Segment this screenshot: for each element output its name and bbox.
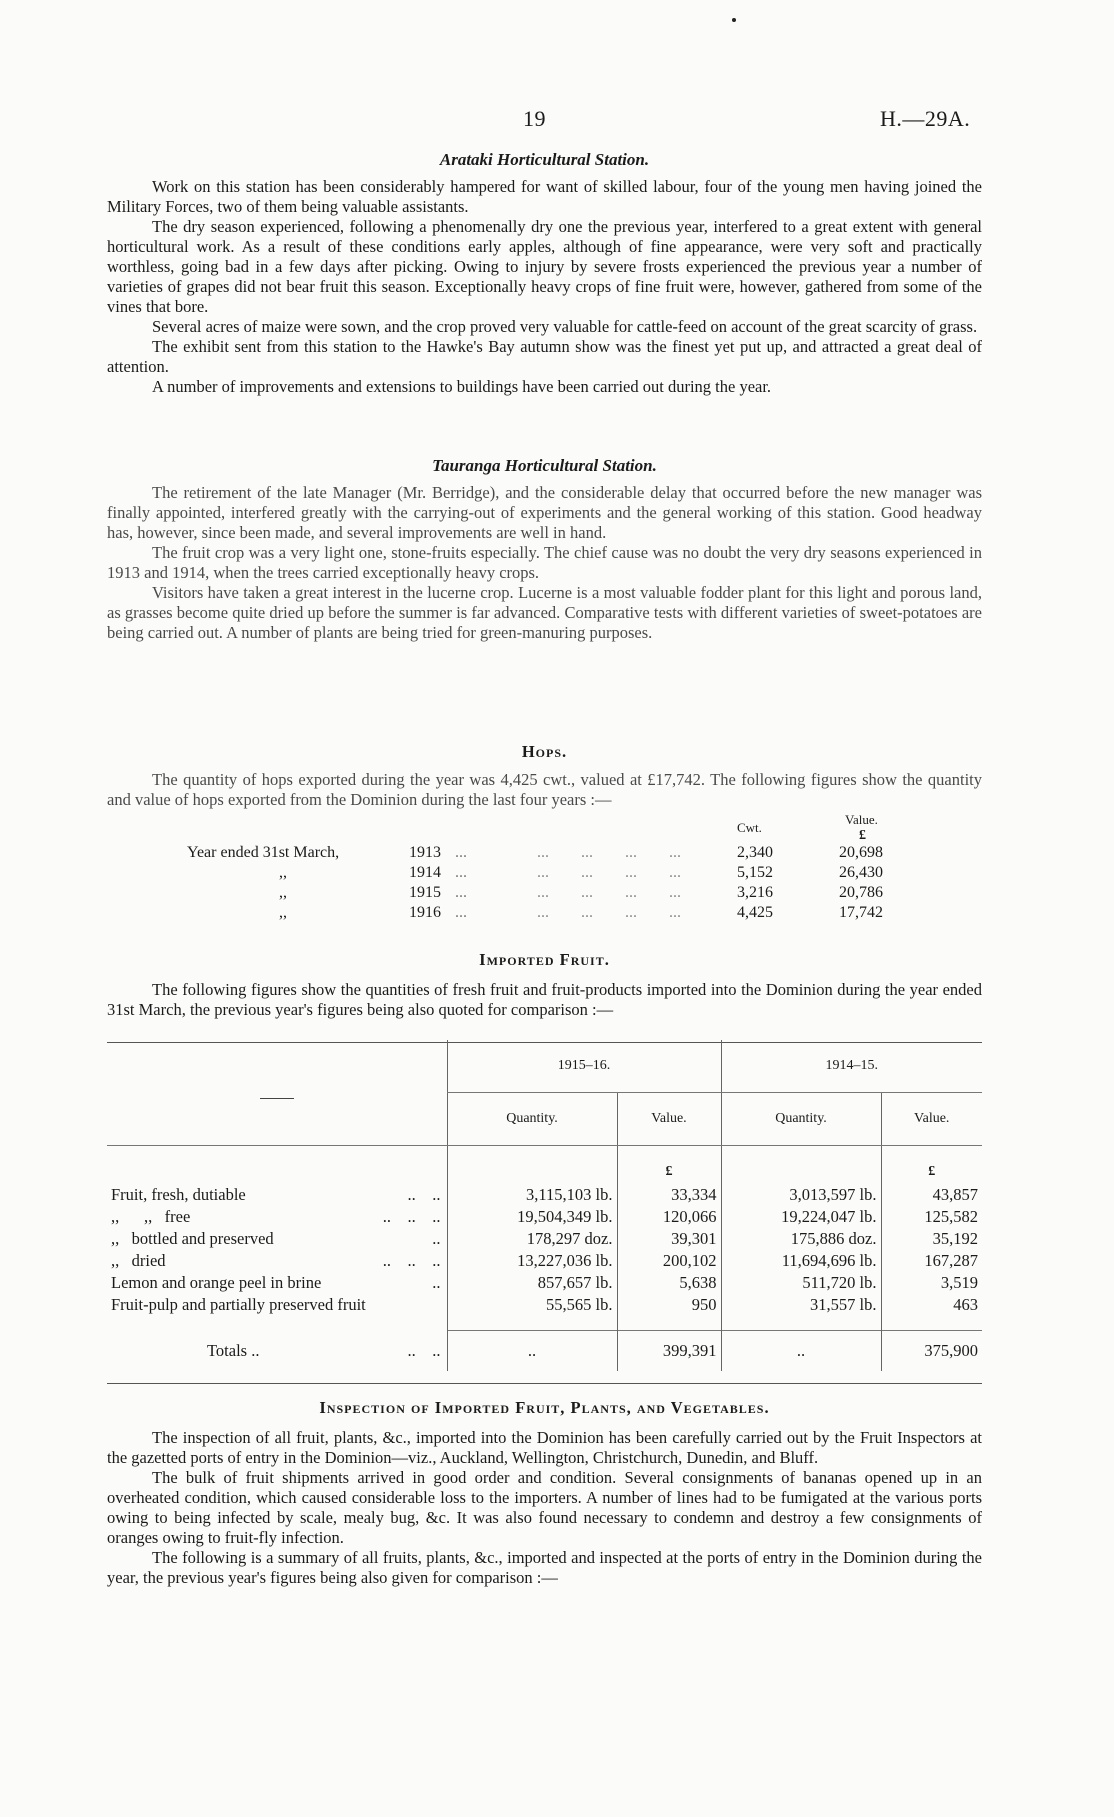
value-amount: 950 bbox=[691, 1295, 717, 1314]
table-row bbox=[107, 1206, 982, 1228]
quantity-value: 31,557 lb. bbox=[810, 1295, 877, 1314]
quantity-value: 55,565 lb. bbox=[546, 1295, 613, 1314]
cwt-value: 5,152 bbox=[737, 864, 773, 881]
paragraph: The retirement of the late Manager (Mr. Berridge), and the considerable delay that occurred before the new manager was finally appointed, interfered greatly with the carrying-out of experiments and the general working of this station. Good headway has, however, since been made, and several improvements are well in hand. bbox=[107, 483, 982, 542]
value-header: Value. bbox=[881, 1093, 982, 1146]
quantity-value: 511,720 lb. bbox=[802, 1273, 877, 1292]
leader-dots: ... bbox=[455, 904, 467, 921]
value-amount: 20,698 bbox=[839, 844, 883, 861]
period-header: 1914–15. bbox=[721, 1040, 982, 1093]
quantity-value: 3,115,103 lb. bbox=[526, 1185, 613, 1204]
leader-dots: .. .. .. bbox=[382, 1207, 441, 1226]
inspection-section bbox=[107, 1398, 982, 1588]
period-header: 1915–16. bbox=[447, 1040, 721, 1093]
paragraph: The following is a summary of all fruits, plants, &c., imported and inspected at the ports of entry in the Dominion during the year, the previous year's figures being also given for comparison :— bbox=[107, 1548, 982, 1587]
value-amount: 5,638 bbox=[679, 1273, 717, 1292]
value-amount: 3,519 bbox=[940, 1273, 978, 1292]
section-title: Inspection of Imported Fruit, Plants, and Vegetables. bbox=[319, 1398, 770, 1417]
quantity-header: Quantity. bbox=[721, 1093, 881, 1146]
hops-header bbox=[107, 812, 982, 835]
leader-dots: .. bbox=[432, 1273, 441, 1292]
imported-fruit-table bbox=[107, 1040, 982, 1371]
paragraph: Work on this station has been considerably hampered for want of skilled labour, four of the young men having joined the Military Forces, two of them being valuable assistants. bbox=[107, 177, 982, 216]
quantity-value: 175,886 doz. bbox=[790, 1229, 877, 1248]
paragraph: The inspection of all fruit, plants, &c., imported into the Dominion has been carefully carried out by the Fruit Inspectors at the gazetted ports of entry in the Dominion—viz., Auckland, Wellington, Christchurch, Dunedin, and Bluff. bbox=[107, 1428, 982, 1467]
cwt-value: 2,340 bbox=[737, 844, 773, 861]
quantity-value: 19,224,047 lb. bbox=[781, 1207, 877, 1226]
leader-dots: ... bbox=[455, 864, 467, 881]
hops-table bbox=[107, 812, 982, 924]
tauranga-section bbox=[107, 456, 982, 643]
unit-label: £ bbox=[881, 1146, 982, 1185]
item-label: ,, ,, free bbox=[111, 1207, 191, 1226]
leader-dots: ... ... ... ... bbox=[537, 844, 681, 861]
leader-dots: ... ... ... ... bbox=[537, 864, 681, 881]
value-header: Value. bbox=[617, 1093, 721, 1146]
value-amount: 33,334 bbox=[671, 1185, 717, 1204]
paragraph: The quantity of hops exported during the year was 4,425 cwt., valued at £17,742. The following figures show the quantity and value of hops exported from the Dominion during the last four years :— bbox=[107, 770, 982, 809]
row-label: Year ended 31st March, bbox=[187, 844, 340, 861]
totals-row bbox=[107, 1331, 982, 1372]
value-amount: 43,857 bbox=[932, 1185, 978, 1204]
leader-dots: .. .. bbox=[407, 1185, 441, 1204]
row-label: ,, bbox=[279, 884, 287, 901]
table-row bbox=[107, 1184, 982, 1206]
hops-rows bbox=[107, 844, 982, 924]
hops-row bbox=[107, 864, 982, 884]
leader-dots: ... ... ... ... bbox=[537, 884, 681, 901]
page-number: 19 bbox=[523, 106, 546, 131]
paragraph: Several acres of maize were sown, and the crop proved very valuable for cattle-feed on account of the great scarcity of grass. bbox=[152, 317, 978, 336]
totals-label: Totals .. bbox=[207, 1341, 260, 1360]
row-year: 1913 bbox=[409, 844, 441, 861]
imported-fruit-body bbox=[107, 1146, 982, 1372]
row-year: 1916 bbox=[409, 904, 441, 921]
leader-dots: ... ... ... ... bbox=[537, 904, 681, 921]
imported-fruit-section bbox=[107, 950, 982, 1020]
spacer-row bbox=[107, 1316, 982, 1331]
totals-value: 375,900 bbox=[924, 1341, 978, 1360]
value-amount: 200,102 bbox=[662, 1251, 717, 1270]
table-row bbox=[107, 1228, 982, 1250]
ink-speck bbox=[732, 18, 736, 22]
value-amount: 463 bbox=[953, 1295, 978, 1314]
paragraph: The bulk of fruit shipments arrived in good order and condition. Several consignments of bananas opened up in an overheated condition, which caused considerable loss to the importers. A number of lines had to be fumigated at the various ports owing to being infected by scale, mealy bug, &c. It was also found necessary to condemn and destroy a few consignments of oranges owing to fruit-fly infection. bbox=[107, 1468, 982, 1547]
cwt-value: 4,425 bbox=[737, 904, 773, 921]
column-header: Value. bbox=[845, 812, 878, 827]
value-amount: 26,430 bbox=[839, 864, 883, 881]
value-amount: 17,742 bbox=[839, 904, 883, 921]
row-year: 1914 bbox=[409, 864, 441, 881]
hops-row bbox=[107, 904, 982, 924]
totals-quantity: .. bbox=[527, 1341, 537, 1360]
quantity-value: 19,504,349 lb. bbox=[517, 1207, 613, 1226]
paragraph: The fruit crop was a very light one, stone-fruits especially. The chief cause was no doubt the very dry seasons experienced in 1913 and 1914, when the trees carried exceptionally heavy crops. bbox=[107, 543, 982, 582]
quantity-header: Quantity. bbox=[447, 1093, 617, 1146]
value-amount: 167,287 bbox=[924, 1251, 978, 1270]
value-amount: 120,066 bbox=[662, 1207, 717, 1226]
value-amount: 20,786 bbox=[839, 884, 883, 901]
section-title: Arataki Horticultural Station. bbox=[439, 150, 650, 169]
unit-label: £ bbox=[859, 828, 866, 843]
paragraph: A number of improvements and extensions to buildings have been carried out during the year. bbox=[152, 377, 772, 396]
hops-row bbox=[107, 884, 982, 904]
totals-value: 399,391 bbox=[662, 1341, 717, 1360]
leader-dots: ... bbox=[455, 884, 467, 901]
paragraph: The exhibit sent from this station to the Hawke's Bay autumn show was the finest yet put up, and attracted a great deal of attention. bbox=[107, 337, 982, 376]
row-label: ,, bbox=[279, 864, 287, 881]
table-rule bbox=[107, 1383, 982, 1384]
column-header: Cwt. bbox=[737, 820, 762, 835]
section-title: Imported Fruit. bbox=[479, 950, 610, 969]
leader-dots: .. .. .. bbox=[382, 1251, 441, 1270]
item-label: Lemon and orange peel in brine bbox=[111, 1273, 322, 1292]
value-amount: 39,301 bbox=[671, 1229, 717, 1248]
row-year: 1915 bbox=[409, 884, 441, 901]
quantity-value: 178,297 doz. bbox=[526, 1229, 613, 1248]
hops-row bbox=[107, 844, 982, 864]
leader-dots: .. bbox=[432, 1229, 441, 1248]
blank-header bbox=[107, 1040, 447, 1093]
table-row bbox=[107, 1250, 982, 1272]
quantity-value: 11,694,696 lb. bbox=[781, 1251, 877, 1270]
section-title: Tauranga Horticultural Station. bbox=[432, 456, 657, 475]
blank-header bbox=[107, 1093, 447, 1146]
quantity-value: 13,227,036 lb. bbox=[517, 1251, 613, 1270]
value-amount: 35,192 bbox=[932, 1229, 978, 1248]
hops-section bbox=[107, 742, 982, 810]
row-label: ,, bbox=[279, 904, 287, 921]
paragraph: Visitors have taken a great interest in the lucerne crop. Lucerne is a most valuable fodder plant for this light and porous land, as grasses become quite dried up before the summer is far advanced. Comparative tests with different varieties of sweet-potatoes are being carried out. A number of plants are being tried for green-manuring purposes. bbox=[107, 583, 982, 642]
table-row bbox=[107, 1294, 982, 1316]
document-reference: H.—29A. bbox=[880, 106, 971, 131]
item-label: ,, bottled and preserved bbox=[111, 1229, 274, 1248]
unit-row bbox=[107, 1146, 982, 1185]
quantity-value: 857,657 lb. bbox=[537, 1273, 613, 1292]
leader-dots: .. .. bbox=[407, 1341, 441, 1360]
paragraph: The dry season experienced, following a phenomenally dry one the previous year, interfered to a great extent with general horticultural work. As a result of these conditions early apples, although of fine appearance, were very soft and practically worthless, going bad in a few days after picking. Owing to injury by severe frosts experienced the previous year a number of varieties of grapes did not bear fruit this season. Exceptionally heavy crops of fine fruit were, however, gathered from some of the vines that bore. bbox=[107, 217, 982, 316]
section-title: Hops. bbox=[521, 742, 568, 761]
leader-dots: ... bbox=[455, 844, 467, 861]
item-label: Fruit-pulp and partially preserved fruit bbox=[111, 1295, 366, 1314]
value-amount: 125,582 bbox=[924, 1207, 978, 1226]
table-row bbox=[107, 1272, 982, 1294]
item-label: Fruit, fresh, dutiable bbox=[111, 1185, 246, 1204]
paragraph: The following figures show the quantities of fresh fruit and fruit-products imported into the Dominion during the year ended 31st March, the previous year's figures being also quoted for comparison :— bbox=[107, 980, 982, 1019]
quantity-value: 3,013,597 lb. bbox=[789, 1185, 877, 1204]
hops-unit-row bbox=[107, 828, 982, 844]
item-label: ,, dried bbox=[111, 1251, 166, 1270]
arataki-section bbox=[107, 150, 982, 397]
unit-label: £ bbox=[617, 1146, 721, 1185]
cwt-value: 3,216 bbox=[737, 884, 773, 901]
totals-quantity: .. bbox=[796, 1341, 806, 1360]
